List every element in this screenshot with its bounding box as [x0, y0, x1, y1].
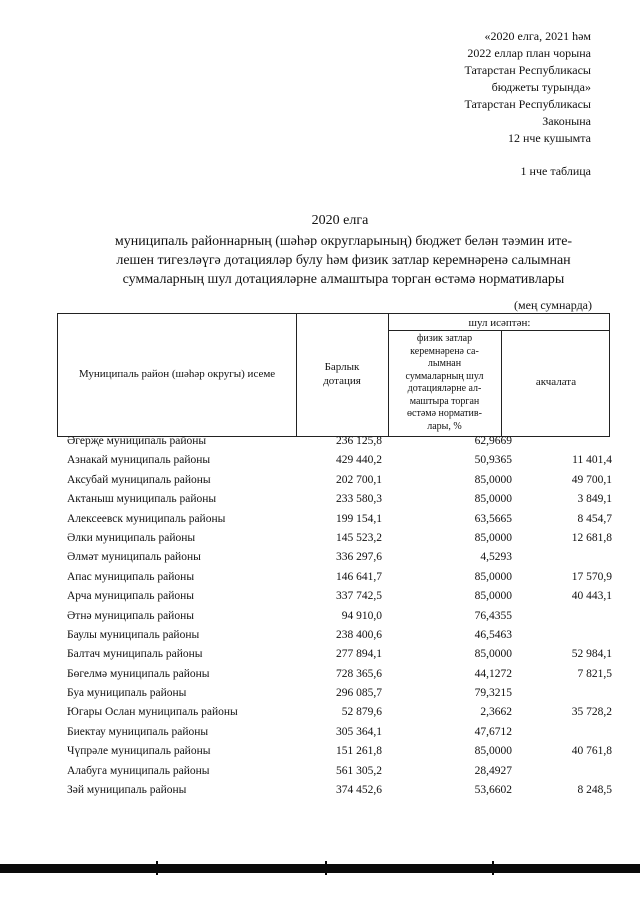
total-grant: 336 297,6	[336, 551, 382, 564]
municipality-name: Биектау муниципаль районы	[67, 725, 209, 738]
table-label: 1 нче таблица	[520, 164, 591, 178]
header-including: шул исәптән:	[468, 317, 531, 329]
cash-amount: 17 570,9	[571, 570, 612, 583]
table-row	[0, 685, 640, 704]
cash-amount: 35 728,2	[571, 706, 612, 719]
appendix-reference	[464, 28, 591, 147]
municipality-name: Әтнә муниципаль районы	[67, 609, 194, 622]
total-grant: 374 452,6	[336, 784, 382, 797]
header-norm-line: маштыра торган	[409, 395, 480, 407]
municipality-name: Алабуга муниципаль районы	[67, 764, 210, 777]
total-grant: 52 879,6	[341, 706, 382, 719]
table-row	[0, 588, 640, 607]
total-grant: 233 580,3	[336, 493, 382, 506]
norm-percent: 28,4927	[474, 764, 512, 777]
municipality-name: Арча муниципаль районы	[67, 590, 195, 603]
norm-percent: 2,3662	[480, 706, 512, 719]
municipality-name: Әгерҗе муниципаль районы	[67, 435, 207, 447]
municipality-name: Азнакай муниципаль районы	[67, 454, 211, 467]
table-row	[0, 763, 640, 782]
header-norm-line: лымнан	[427, 358, 462, 369]
norm-percent: 79,3215	[474, 687, 512, 700]
cash-amount: 52 984,1	[571, 648, 612, 661]
total-grant: 199 154,1	[336, 512, 382, 525]
table-row	[0, 782, 640, 801]
municipality-name: Чүпрәле муниципаль районы	[67, 745, 211, 758]
total-grant: 202 700,1	[336, 473, 382, 486]
table-row	[0, 511, 640, 530]
header-name: Муниципаль район (шәһәр округы) исеме	[78, 368, 276, 380]
municipality-name: Актаныш муниципаль районы	[67, 493, 217, 506]
units-note: (мең сумнарда)	[514, 298, 592, 312]
header-cash: акчалата	[535, 376, 577, 388]
scan-edge-mark	[325, 861, 327, 875]
norm-percent: 85,0000	[474, 570, 512, 583]
norm-percent: 85,0000	[474, 531, 512, 544]
municipality-name: Зәй муниципаль районы	[67, 784, 187, 797]
table-row	[0, 646, 640, 665]
scan-edge-bar	[0, 864, 640, 873]
title-year: 2020 елга	[311, 213, 369, 228]
table-header	[57, 313, 610, 437]
municipality-name: Апас муниципаль районы	[67, 570, 195, 583]
table-row	[0, 704, 640, 723]
header-total	[296, 360, 388, 388]
total-grant: 151 261,8	[336, 745, 382, 758]
header-total-line: дотация	[323, 375, 361, 387]
total-grant: 238 400,6	[336, 628, 382, 641]
total-grant: 94 910,0	[341, 609, 382, 622]
title-line: суммаларның шул дотацияләрне алмаштыра торган өстәмә нормативлары	[122, 272, 565, 287]
appendix-line: 2022 еллар план чорына	[467, 46, 591, 60]
municipality-name: Буа муниципаль районы	[67, 687, 187, 700]
table-row	[0, 666, 640, 685]
municipality-name: Әлки муниципаль районы	[67, 531, 196, 544]
municipality-name: Югары Ослан муниципаль районы	[67, 706, 238, 719]
norm-percent: 85,0000	[474, 493, 512, 506]
total-grant: 146 641,7	[336, 570, 382, 583]
cash-amount: 3 849,1	[577, 493, 612, 506]
appendix-line: бюджеты турында»	[491, 80, 591, 94]
norm-percent: 85,0000	[474, 590, 512, 603]
total-grant: 728 365,6	[336, 667, 382, 680]
header-norm-line: суммаларның шул	[405, 370, 484, 382]
total-grant: 561 305,2	[336, 764, 382, 777]
header-norm-line: керемнәренә са-	[410, 345, 479, 357]
header-norm-line: дотацияләрне ал-	[407, 383, 482, 394]
table-row	[0, 530, 640, 549]
norm-percent: 46,5463	[474, 628, 512, 641]
municipality-name: Балтач муниципаль районы	[67, 648, 203, 661]
header-norm-line: өстәмә норматив-	[407, 408, 482, 419]
norm-percent: 63,5665	[474, 512, 512, 525]
title-line: лешен тигезләүгә дотацияләр булу һәм физик затлар керемнәренә салымнан	[116, 253, 571, 268]
municipality-name: Баулы муниципаль районы	[67, 628, 200, 641]
table-row	[0, 608, 640, 627]
norm-percent: 85,0000	[474, 473, 512, 486]
municipality-name: Әлмәт муниципаль районы	[67, 551, 201, 564]
cash-amount: 12 681,8	[571, 531, 612, 544]
norm-percent: 62,9669	[474, 435, 512, 447]
cash-amount: 40 443,1	[571, 590, 612, 603]
total-grant: 236 125,8	[336, 435, 382, 447]
scan-edge-mark	[492, 861, 494, 875]
norm-percent: 85,0000	[474, 745, 512, 758]
table-row	[0, 433, 640, 452]
header-norm	[388, 333, 501, 433]
header-total-line: Барлык	[324, 361, 360, 373]
table-row	[0, 627, 640, 646]
appendix-line: «2020 елга, 2021 һәм	[484, 29, 591, 43]
norm-percent: 44,1272	[474, 667, 512, 680]
total-grant: 429 440,2	[336, 454, 382, 467]
total-grant: 277 894,1	[336, 648, 382, 661]
total-grant: 305 364,1	[336, 725, 382, 738]
norm-percent: 47,6712	[474, 725, 512, 738]
municipality-name: Аксубай муниципаль районы	[67, 473, 211, 486]
table-row	[0, 569, 640, 588]
appendix-line: Татарстан Республикасы	[464, 97, 591, 111]
table-row	[0, 452, 640, 471]
municipality-name: Бөгелмә муниципаль районы	[67, 667, 210, 680]
appendix-line: 12 нче кушымта	[507, 131, 591, 145]
title-line: муниципаль районнарның (шәһәр округларының) бюджет белән тәэмин ите-	[114, 234, 573, 249]
norm-percent: 85,0000	[474, 648, 512, 661]
total-grant: 337 742,5	[336, 590, 382, 603]
cash-amount: 7 821,5	[577, 667, 612, 680]
cash-amount: 8 248,5	[577, 784, 612, 797]
table-row	[0, 743, 640, 762]
cash-amount: 40 761,8	[571, 745, 612, 758]
appendix-line: Законына	[542, 114, 591, 128]
norm-percent: 53,6602	[474, 784, 512, 797]
table-row	[0, 549, 640, 568]
total-grant: 296 085,7	[336, 687, 382, 700]
norm-percent: 4,5293	[480, 551, 512, 564]
table-body	[0, 433, 640, 801]
document-title	[86, 232, 601, 289]
cash-amount: 11 401,4	[572, 454, 612, 467]
table-row	[0, 472, 640, 491]
header-norm-line: физик затлар	[416, 333, 473, 344]
header-divider	[388, 330, 609, 331]
header-norm-line: лары, %	[427, 420, 462, 432]
norm-percent: 50,9365	[474, 454, 512, 467]
municipality-name: Алексеевск муниципаль районы	[67, 512, 226, 525]
cash-amount: 49 700,1	[571, 473, 612, 486]
norm-percent: 76,4355	[474, 609, 512, 622]
cash-amount: 8 454,7	[577, 512, 612, 525]
total-grant: 145 523,2	[336, 531, 382, 544]
scan-edge-mark	[156, 861, 158, 875]
appendix-line: Татарстан Республикасы	[464, 63, 591, 77]
table-row	[0, 491, 640, 510]
table-row	[0, 724, 640, 743]
